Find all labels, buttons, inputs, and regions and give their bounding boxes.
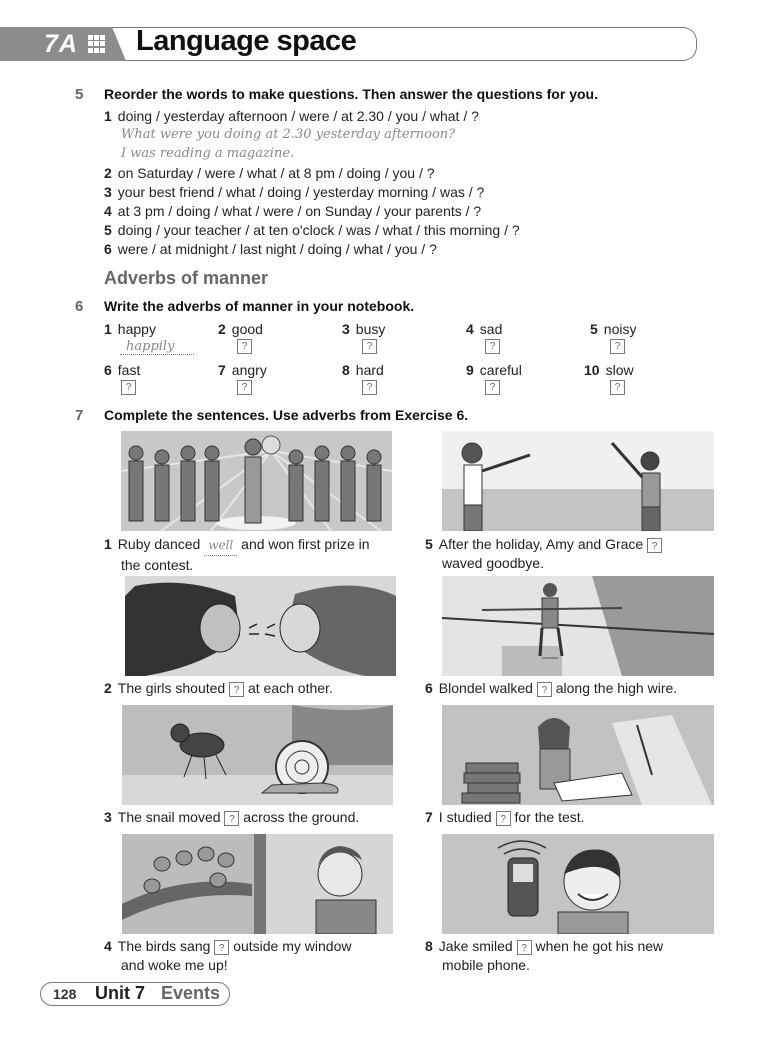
ex6-item-4: 4 sad bbox=[466, 321, 503, 337]
ex6-item-5: 5 noisy bbox=[590, 321, 637, 337]
ex7-sentence-3: 3 The snail moved ? across the ground. bbox=[104, 809, 360, 825]
ex6-item-2: 2 good bbox=[218, 321, 263, 337]
ex7-answer-box-3[interactable]: ? bbox=[224, 811, 239, 826]
section-subheading: Adverbs of manner bbox=[104, 268, 269, 288]
ex5-item-4: 4 at 3 pm / doing / what / were / on Sunday / your parents / ? bbox=[104, 203, 482, 219]
ex7-answer-box-8[interactable]: ? bbox=[517, 940, 532, 955]
ex6-item-1: 1 happy bbox=[104, 321, 156, 337]
illustration-waving-goodbye bbox=[442, 431, 714, 531]
illustration-snail bbox=[122, 705, 393, 805]
ex6-answer-box-8[interactable]: ? bbox=[362, 380, 377, 395]
illustration-mobile-phone bbox=[442, 834, 714, 934]
ex6-answer-box-5[interactable]: ? bbox=[610, 339, 625, 354]
page-number: 128 bbox=[53, 986, 77, 1002]
ex7-answer-box-2[interactable]: ? bbox=[229, 682, 244, 697]
ex5-item-3: 3 your best friend / what / doing / yesterday morning / was / ? bbox=[104, 184, 485, 200]
ex7-sentence-5: 5 After the holiday, Amy and Grace ? waved goodbye. bbox=[425, 535, 725, 573]
ex6-answer-box-4[interactable]: ? bbox=[485, 339, 500, 354]
grid-icon bbox=[88, 35, 106, 53]
ex6-item-9: 9 careful bbox=[466, 362, 522, 378]
illustration-dance-contest bbox=[121, 431, 392, 531]
ex5-example-answer: I was reading a magazine. bbox=[121, 146, 295, 161]
illustration-high-wire bbox=[442, 576, 714, 676]
ex6-answer-box-7[interactable]: ? bbox=[237, 380, 252, 395]
ex6-item-10: 10 slow bbox=[584, 362, 634, 378]
exercise-5-number: 5 bbox=[75, 86, 84, 103]
ex6-item-6: 6 fast bbox=[104, 362, 141, 378]
section-code: 7A bbox=[44, 30, 78, 58]
ex7-sentence-4: 4 The birds sang ? outside my window and woke me up! bbox=[104, 938, 352, 973]
ex6-answer-box-6[interactable]: ? bbox=[121, 380, 136, 395]
ex7-sentence-8: 8 Jake smiled ? when he got his new mobile phone. bbox=[425, 938, 664, 973]
ex5-item-1: 1 doing / yesterday afternoon / were / at 2.30 / you / what / ? bbox=[104, 108, 479, 124]
ex6-item-3: 3 busy bbox=[342, 321, 386, 337]
ex6-answer-box-3[interactable]: ? bbox=[362, 339, 377, 354]
ex7-answer-box-6[interactable]: ? bbox=[537, 682, 552, 697]
exercise-5-instruction: Reorder the words to make questions. Then answer the questions for you. bbox=[104, 86, 598, 102]
illustration-girls-shouting bbox=[125, 576, 396, 676]
ex6-item-8: 8 hard bbox=[342, 362, 384, 378]
page-title: Language space bbox=[136, 25, 357, 57]
ex7-sentence-7: 7 I studied ? for the test. bbox=[425, 809, 585, 825]
ex5-item-2: 2 on Saturday / were / what / at 8 pm / doing / you / ? bbox=[104, 165, 435, 181]
ex6-answer-box-10[interactable]: ? bbox=[610, 380, 625, 395]
ex7-sentence-1: 1 Ruby danced well and won first prize in the contest. bbox=[104, 536, 370, 573]
ex7-sentence-6: 6 Blondel walked ? along the high wire. bbox=[425, 680, 678, 696]
exercise-6-number: 6 bbox=[75, 298, 84, 315]
exercise-7-number: 7 bbox=[75, 407, 84, 424]
unit-topic: Events bbox=[161, 983, 221, 1003]
ex5-item-6: 6 were / at midnight / last night / doing / what / you / ? bbox=[104, 241, 437, 257]
ex7-answer-1: well bbox=[204, 536, 237, 556]
ex6-answer-box-9[interactable]: ? bbox=[485, 380, 500, 395]
exercise-6-instruction: Write the adverbs of manner in your notebook. bbox=[104, 298, 415, 314]
illustration-birds-singing bbox=[122, 834, 393, 934]
ex5-item-5: 5 doing / your teacher / at ten o'clock / was / what / this morning / ? bbox=[104, 222, 520, 238]
ex7-sentence-2: 2 The girls shouted ? at each other. bbox=[104, 680, 333, 696]
ex6-item-7: 7 angry bbox=[218, 362, 267, 378]
unit-label: Unit 7 bbox=[95, 983, 146, 1003]
ex7-answer-box-5[interactable]: ? bbox=[647, 538, 662, 553]
exercise-7-instruction: Complete the sentences. Use adverbs from Exercise 6. bbox=[104, 407, 469, 423]
illustration-studying bbox=[442, 705, 714, 805]
ex5-example-question: What were you doing at 2.30 yesterday afternoon? bbox=[121, 127, 456, 142]
ex6-answer-box-2[interactable]: ? bbox=[237, 339, 252, 354]
ex7-answer-box-4[interactable]: ? bbox=[214, 940, 229, 955]
ex7-answer-box-7[interactable]: ? bbox=[496, 811, 511, 826]
ex6-answer-1: happily bbox=[120, 339, 194, 355]
